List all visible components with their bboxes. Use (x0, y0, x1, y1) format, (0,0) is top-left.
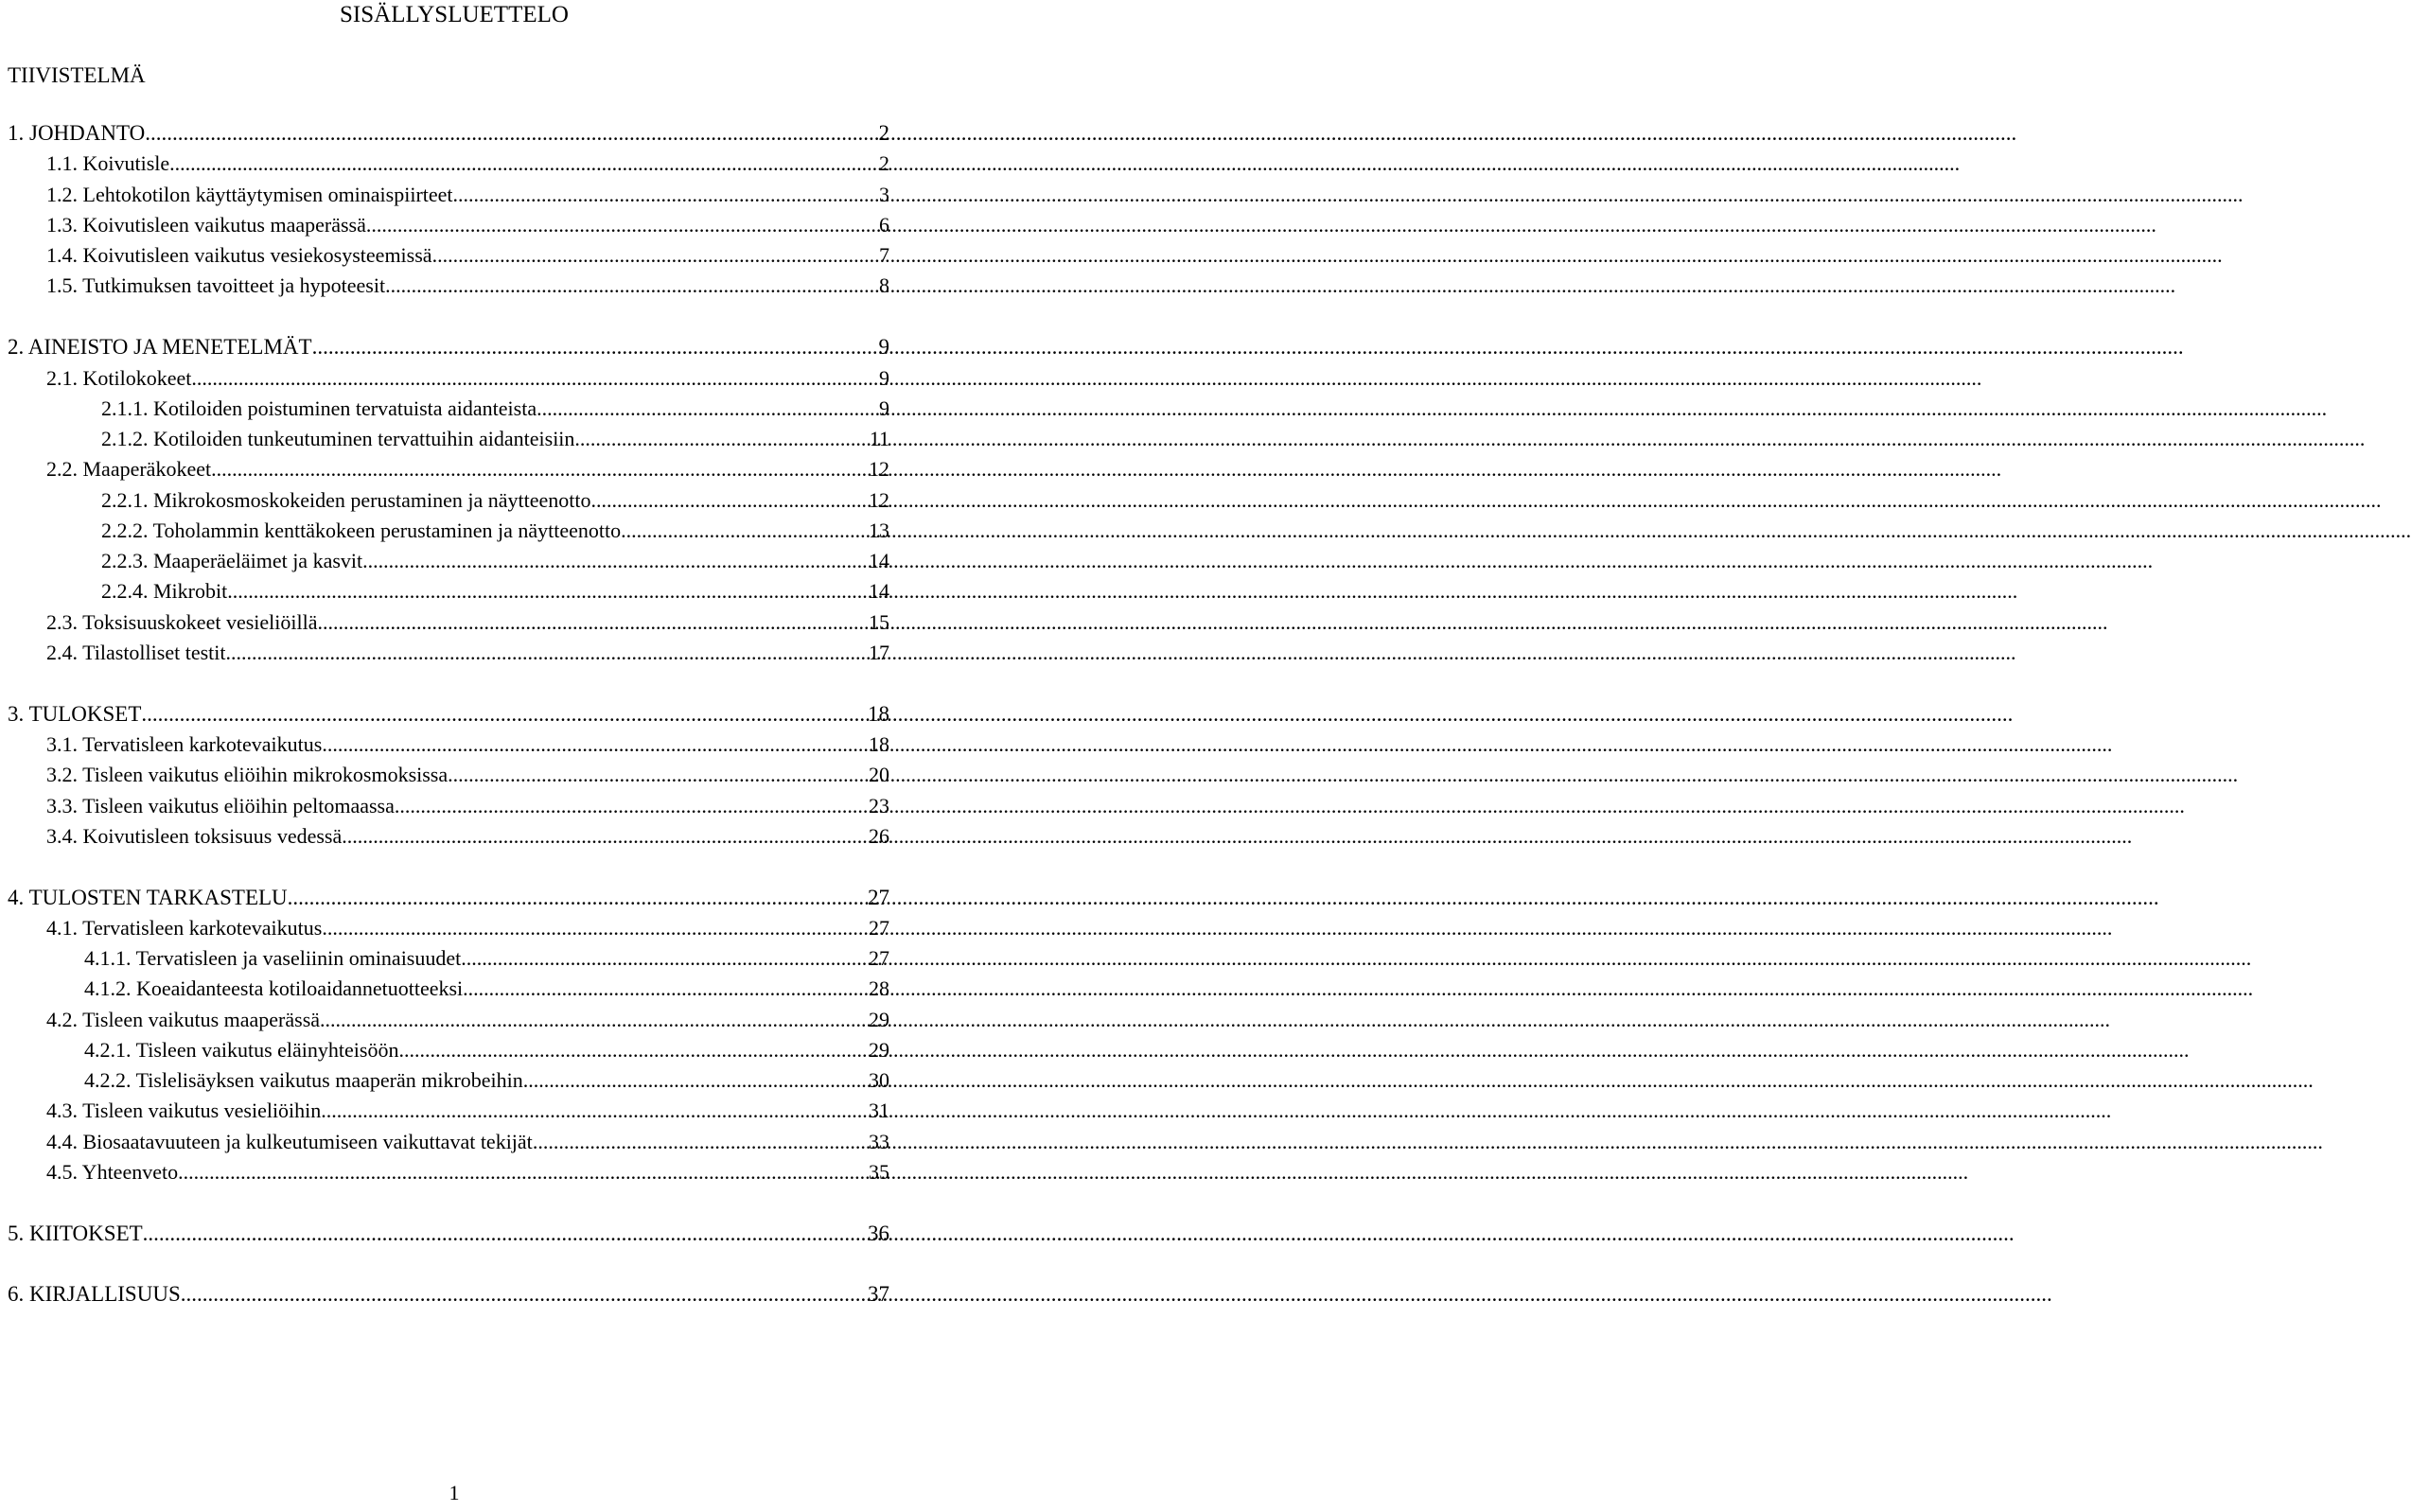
toc-entry-page: 2 (879, 151, 889, 175)
toc-leader (461, 945, 869, 972)
toc-leader (362, 548, 869, 574)
toc-entry-page: 27 (868, 886, 889, 909)
toc-entry-label: 2.2.1. Mikrokosmoskokeiden perustaminen ja näytteenotto (101, 488, 591, 512)
toc-entry-label: 4.1.2. Koeaidanteesta kotiloaidannetuotteeksi (84, 976, 464, 1000)
toc-entry-page: 12 (869, 457, 889, 481)
toc-entry[interactable] (8, 334, 889, 360)
toc-entry[interactable] (101, 548, 889, 574)
toc-leader (537, 396, 879, 422)
toc-entry-page: 9 (879, 366, 889, 390)
toc-entry[interactable] (46, 365, 889, 392)
toc-entry-page: 14 (869, 549, 889, 572)
toc-entry-page: 9 (878, 335, 889, 359)
toc-entry-label: 3.3. Tisleen vaikutus eliöihin peltomaassa (46, 794, 395, 818)
toc-entry[interactable] (8, 1281, 889, 1308)
toc-entry-page: 27 (869, 916, 889, 940)
toc-entry-label: 3.4. Koivutisleen toksisuus vedessä (46, 824, 343, 848)
toc-entry[interactable] (46, 731, 889, 758)
toc-entry-page: 7 (879, 243, 889, 267)
toc-entry[interactable] (46, 1129, 889, 1155)
toc-leader (322, 731, 869, 758)
toc-entry-page: 3 (879, 183, 889, 206)
toc-entry[interactable] (46, 242, 889, 269)
toc-entry[interactable] (46, 793, 889, 819)
toc-entry-label: 4.2. Tisleen vaikutus maaperässä (46, 1008, 321, 1031)
toc-leader (533, 1129, 869, 1155)
toc-leader (141, 701, 868, 728)
toc-leader (453, 182, 879, 208)
toc-leader (591, 487, 869, 514)
toc-entry-label: 1.5. Tutkimuksen tavoitteet ja hypoteesit (46, 273, 386, 297)
toc-entry-label: 1.3. Koivutisleen vaikutus maaperässä (46, 213, 366, 237)
page-number: 1 (449, 1481, 460, 1504)
toc-entry-label: 2.2.2. Toholammin kenttäkokeen perustaminen ja näytteenotto (101, 519, 622, 542)
toc-abstract-heading: TIIVISTELMÄ (8, 63, 146, 87)
toc-entry-page: 15 (869, 610, 889, 634)
toc-entry[interactable] (101, 518, 889, 544)
toc-entry[interactable] (46, 609, 889, 636)
toc-entry[interactable] (101, 487, 889, 514)
toc-leader (523, 1067, 869, 1094)
toc-leader (191, 365, 879, 392)
toc-entry-page: 33 (869, 1130, 889, 1153)
toc-entry[interactable] (46, 182, 889, 208)
toc-entry-page: 18 (869, 732, 889, 756)
toc-leader (288, 885, 868, 911)
toc-entry[interactable] (101, 578, 889, 605)
toc-entry[interactable] (84, 945, 889, 972)
toc-entry[interactable] (46, 273, 889, 299)
toc-entry[interactable] (101, 396, 889, 422)
toc-entry-page: 18 (868, 702, 889, 726)
toc-entry-page: 20 (869, 763, 889, 786)
toc-entry-label: 4. TULOSTEN TARKASTELU (8, 886, 288, 909)
toc-entry-page: 12 (869, 488, 889, 512)
toc-entry-label: 4.5. Yhteenveto (46, 1160, 179, 1184)
toc-entry-label: 3.1. Tervatisleen karkotevaikutus (46, 732, 323, 756)
toc-leader (463, 976, 869, 1002)
toc-entry-label: 4.4. Biosaatavuuteen ja kulkeutumiseen vaikuttavat tekijät (46, 1130, 533, 1153)
toc-leader (385, 273, 879, 299)
toc-entry-page: 30 (869, 1068, 889, 1092)
toc-entry-page: 9 (879, 396, 889, 420)
toc-leader (312, 334, 879, 360)
toc-leader (145, 120, 878, 147)
toc-leader (181, 1281, 868, 1308)
toc-leader (211, 456, 869, 483)
toc-entry-label: 3.2. Tisleen vaikutus eliöihin mikrokosmoksissa (46, 763, 449, 786)
toc-leader (143, 1221, 868, 1247)
toc-entry-page: 13 (869, 519, 889, 542)
toc-entry-label: 4.3. Tisleen vaikutus vesieliöihin (46, 1099, 322, 1122)
toc-leader (225, 640, 869, 666)
toc-entry[interactable] (46, 640, 889, 666)
toc-entry-label: 2.1.2. Kotiloiden tunkeutuminen tervattuihin aidanteisiin (101, 427, 575, 450)
toc-entry-label: 4.1.1. Tervatisleen ja vaseliinin ominaisuudet (84, 946, 462, 970)
toc-entry[interactable] (46, 1159, 889, 1186)
toc-page (0, 0, 908, 1512)
toc-entry-page: 27 (869, 946, 889, 970)
toc-leader (398, 1037, 869, 1064)
toc-leader (178, 1159, 869, 1186)
toc-entry-label: 2.2.4. Mikrobit (101, 579, 228, 603)
toc-entry[interactable] (8, 885, 889, 911)
toc-entry[interactable] (46, 456, 889, 483)
toc-entry[interactable] (8, 701, 889, 728)
toc-entry-label: 2.3. Toksisuuskokeet vesieliöillä (46, 610, 318, 634)
toc-entry[interactable] (84, 1067, 889, 1094)
toc-leader (395, 793, 869, 819)
toc-entry-label: 4.2.1. Tisleen vaikutus eläinyhteisöön (84, 1038, 399, 1062)
toc-leader (320, 1007, 869, 1033)
toc-entry-page: 2 (878, 121, 889, 145)
toc-entry-label: 2. AINEISTO JA MENETELMÄT (8, 335, 312, 359)
toc-entry[interactable] (84, 976, 889, 1002)
toc-entry-label: 2.4. Tilastolliset testit (46, 641, 226, 664)
toc-entry[interactable] (8, 120, 889, 147)
toc-leader (621, 518, 869, 544)
toc-leader (366, 212, 879, 238)
toc-entry-label: 1.1. Koivutisle (46, 151, 170, 175)
toc-entry-page: 35 (869, 1160, 889, 1184)
toc-entry-page: 6 (879, 213, 889, 237)
toc-entry[interactable] (46, 212, 889, 238)
toc-entry[interactable] (46, 150, 889, 177)
toc-leader (432, 242, 879, 269)
page-title: SISÄLLYSLUETTELO (340, 2, 569, 27)
toc-entry-label: 2.2.3. Maaperäeläimet ja kasvit (101, 549, 363, 572)
toc-entry-label: 1.2. Lehtokotilon käyttäytymisen ominaispiirteet (46, 183, 453, 206)
toc-leader (342, 823, 869, 850)
toc-entry-page: 37 (868, 1282, 889, 1306)
toc-entry[interactable] (8, 1221, 889, 1247)
toc-entry-label: 4.2.2. Tislelisäyksen vaikutus maaperän mikrobeihin (84, 1068, 523, 1092)
toc-entry[interactable] (84, 1037, 889, 1064)
toc-entry-page: 8 (879, 273, 889, 297)
toc-entry-label: 4.1. Tervatisleen karkotevaikutus (46, 916, 323, 940)
toc-entry-page: 28 (869, 976, 889, 1000)
toc-entry-label: 2.2. Maaperäkokeet (46, 457, 212, 481)
toc-entry-label: 3. TULOKSET (8, 702, 142, 726)
toc-leader (322, 915, 869, 941)
toc-leader (317, 609, 869, 636)
toc-entry-page: 14 (869, 579, 889, 603)
toc-entry-page: 31 (869, 1099, 889, 1122)
toc-entry-label: 2.1.1. Kotiloiden poistuminen tervatuista aidanteista (101, 396, 537, 420)
toc-entry-page: 29 (869, 1008, 889, 1031)
toc-entry[interactable] (46, 762, 889, 788)
toc-entry-label: 1.4. Koivutisleen vaikutus vesiekosysteemissä (46, 243, 432, 267)
toc-entry-label: 1. JOHDANTO (8, 121, 146, 145)
toc-entry-label: 2.1. Kotilokokeet (46, 366, 192, 390)
toc-entry-label: 6. KIRJALLISUUS (8, 1282, 181, 1306)
toc-entry[interactable] (101, 426, 889, 452)
toc-leader (321, 1098, 869, 1124)
toc-leader (227, 578, 869, 605)
toc-leader (448, 762, 869, 788)
toc-entry[interactable] (46, 915, 889, 941)
toc-entry[interactable] (46, 1007, 889, 1033)
toc-entry-page: 23 (869, 794, 889, 818)
toc-entry-page: 36 (868, 1222, 889, 1245)
toc-entry-label: 5. KIITOKSET (8, 1222, 143, 1245)
toc-entry-page: 17 (869, 641, 889, 664)
toc-leader (574, 426, 869, 452)
toc-entry-page: 11 (869, 427, 889, 450)
toc-entry[interactable] (46, 1098, 889, 1124)
toc-entry-page: 26 (869, 824, 889, 848)
toc-entry-page: 29 (869, 1038, 889, 1062)
toc-leader (169, 150, 879, 177)
toc-entry[interactable] (46, 823, 889, 850)
